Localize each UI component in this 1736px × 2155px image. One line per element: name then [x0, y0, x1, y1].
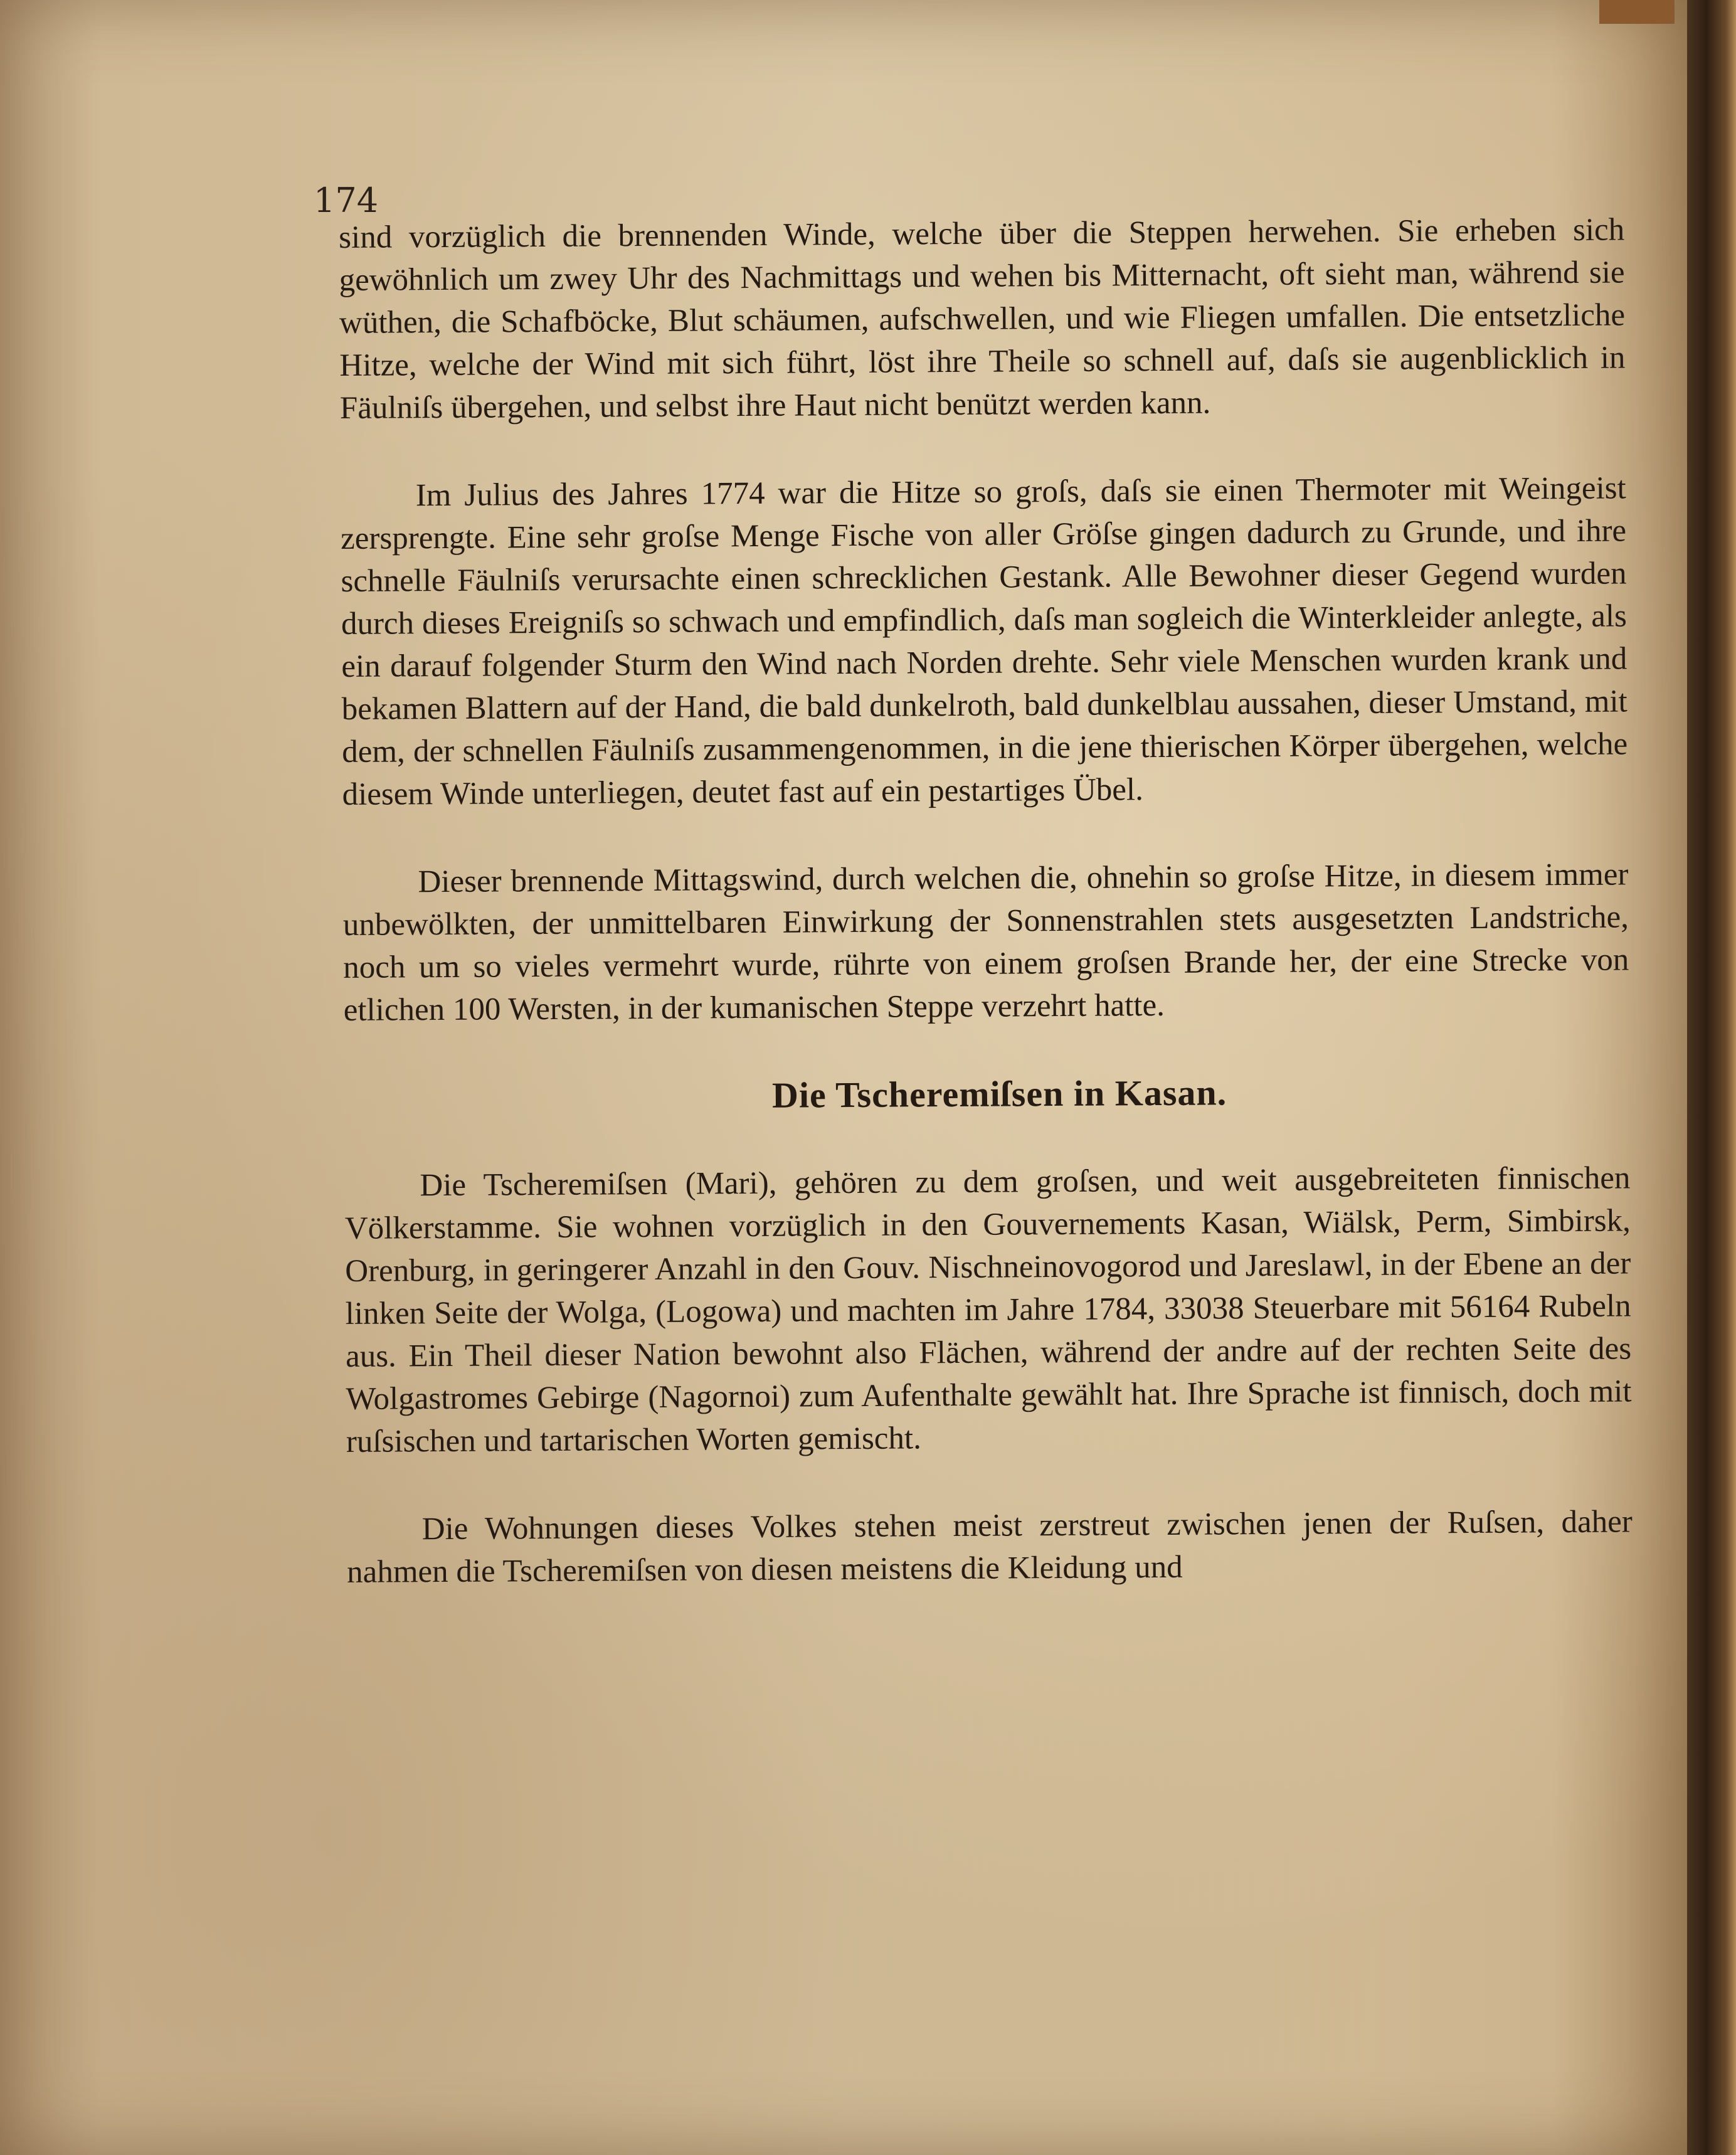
- page-corner-tab: [1599, 0, 1675, 24]
- paragraph-midday-wind: Dieser brennende Mittagswind, durch welchen die, ohnehin so groſse Hitze, in diesem immer unbewölkten, der unmittelbaren Einwirkung der Sonnenstrahlen stets ausgesetzten Landstriche, noch um so vieles vermehrt wurde, rührte von einem groſsen Brande her, der eine Strecke von etlichen 100 Wersten, in der kumanischen Steppe verzehrt hatte.: [342, 857, 1629, 1028]
- book-spine: [1687, 0, 1736, 2155]
- paragraph-hot-winds: sind vorzüglich die brennenden Winde, welche über die Steppen herwehen. Sie erheben sich gewöhnlich um zwey Uhr des Nachmittags und wehen bis Mitternacht, oft sieht man, während sie wüthen, die Schafböcke, Blut schäumen, aufschwellen, und wie Fliegen umfallen. Die entsetzliche Hitze, welche der Wind mit sich führt, löst ihre Theile so schnell auf, daſs sie augenblicklich in Fäulniſs übergehen, und selbst ihre Haut nicht benützt werden kann.: [339, 212, 1626, 426]
- paragraph-dwellings: Die Wohnungen dieses Volkes stehen meist zerstreut zwischen jenen der Ruſsen, daher nahmen die Tscheremiſsen von diesen meistens die Kleidung und: [347, 1504, 1633, 1590]
- paragraph-tscheremissen: Die Tscheremiſsen (Mari), gehören zu dem groſsen, und weit ausgebreiteten finnischen Völkerstamme. Sie wohnen vorzüglich in den Gouvernements Kasan, Wiälsk, Perm, Simbirsk, Orenburg, in geringerer Anzahl in den Gouv. Nischneinovogorod und Jareslawl, in der Ebene an der linken Seite der Wolga, (Logowa) und machten im Jahre 1784, 33038 Steuerbare mit 56164 Rubeln aus. Ein Theil dieser Nation bewohnt also Flächen, während der andre auf der rechten Seite des Wolgastromes Gebirge (Nagornoi) zum Aufenthalte gewählt hat. Ihre Sprache ist finnisch, doch mit ruſsischen und tartarischen Worten gemischt.: [344, 1160, 1632, 1459]
- body-text: [339, 208, 1633, 1593]
- paragraph-july-1774: Im Julius des Jahres 1774 war die Hitze so groſs, daſs sie einen Thermoter mit Weingeist zersprengte. Eine sehr groſse Menge Fische von aller Gröſse gingen dadurch zu Grunde, und ihre schnelle Fäulniſs verursachte einen schrecklichen Gestank. Alle Bewohner dieser Gegend wurden durch dieses Ereigniſs so schwach und empfindlich, daſs man sogleich die Winterkleider anlegte, als ein darauf folgender Sturm den Wind nach Norden drehte. Sehr viele Menschen wurden krank und bekamen Blattern auf der Hand, die bald dunkelroth, bald dunkelblau aussahen, dieser Umstand, mit dem, der schnellen Fäulniſs zusammengenommen, in die jene thierischen Körper übergehen, welche diesem Winde unterliegen, deutet fast auf ein pestartiges Übel.: [340, 470, 1628, 812]
- page-number: 174: [314, 181, 379, 220]
- section-heading: Die Tscheremiſsen in Kasan.: [771, 1072, 1227, 1116]
